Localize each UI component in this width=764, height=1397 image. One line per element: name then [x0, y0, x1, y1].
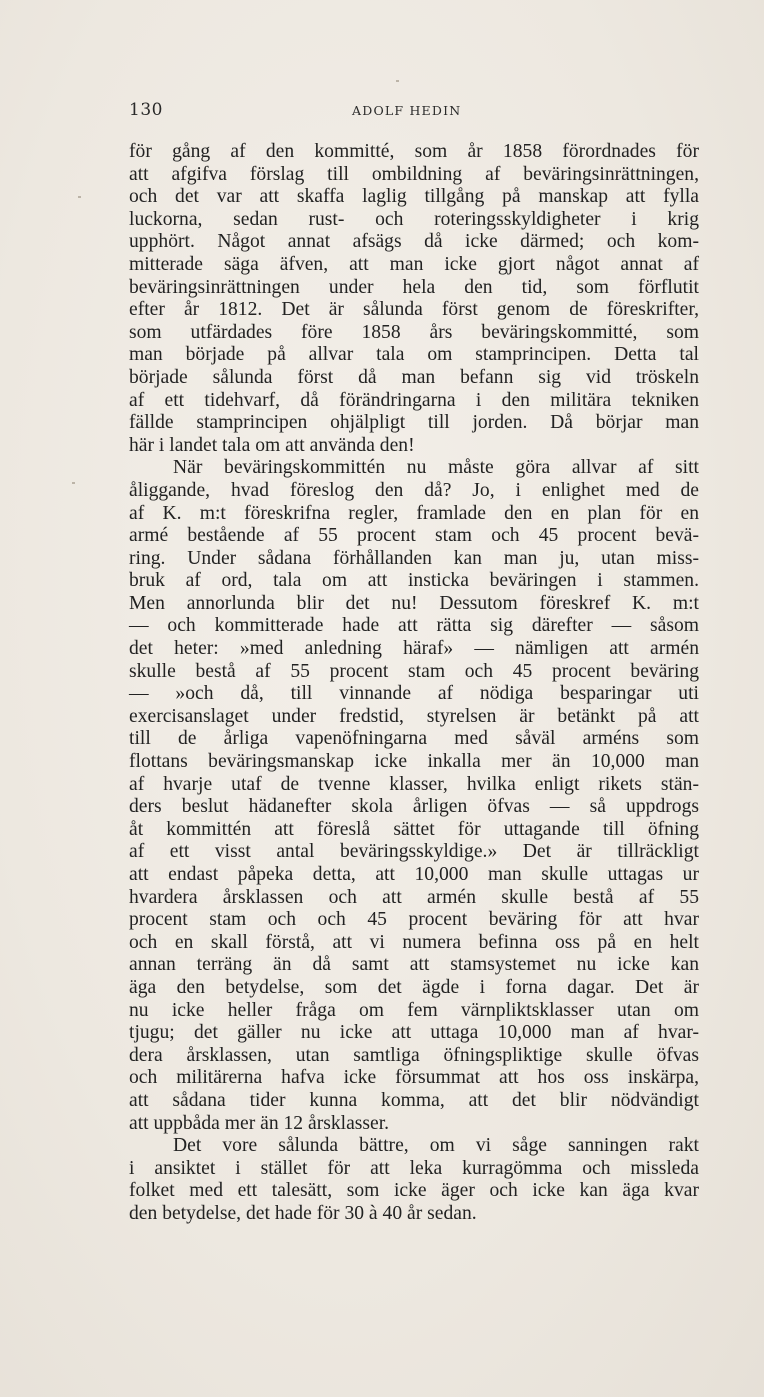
paper-speck [72, 482, 75, 484]
text-line: nu icke heller fråga om fem värnpliktsklasser utan om [129, 999, 699, 1021]
text-line: ring. Under sådana förhållanden kan man ju, utan miss- [129, 547, 699, 569]
text-line: och det var att skaffa laglig tillgång på manskap att fylla [129, 186, 699, 208]
text-line: annan terräng än då samt att stamsystemet nu icke kan [129, 954, 699, 976]
text-line: mitterade säga äfven, att man icke gjort något annat af [129, 253, 699, 275]
text-line: och militärerna hafva icke försummat att hos oss inskärpa, [129, 1067, 699, 1089]
text-line: att sådana tider kunna komma, att det blir nödvändigt [129, 1089, 699, 1111]
text-line: af ett visst antal beväringsskyldige.» Det är tillräckligt [129, 841, 699, 863]
text-line: till de årliga vapenöfningarna med såväl arméns som [129, 728, 699, 750]
running-head: ADOLF HEDIN [352, 103, 462, 118]
text-line: dera årsklassen, utan samtliga öfningspliktige skulle öfvas [129, 1044, 699, 1066]
text-line: af hvarje utaf de tvenne klasser, hvilka enligt rikets stän- [129, 773, 699, 795]
text-line: i ansiktet i stället för att leka kurragömma och missleda [129, 1157, 699, 1179]
text-line: — »och då, till vinnande af nödiga besparingar uti [129, 683, 699, 705]
text-line: — och kommitterade hade att rätta sig därefter — såsom [129, 615, 699, 637]
paragraph [129, 141, 699, 457]
body-text [129, 141, 699, 1226]
text-line: och en skall förstå, att vi numera befinna oss på en helt [129, 931, 699, 953]
text-line: bruk af ord, tala om att insticka beväringen i stammen. [129, 570, 699, 592]
text-line: Men annorlunda blir det nu! Dessutom föreskref K. m:t [129, 592, 699, 614]
text-line: procent stam och och 45 procent beväring för att hvar [129, 909, 699, 931]
text-line: skulle bestå af 55 procent stam och 45 procent beväring [129, 660, 699, 682]
text-line: beväringsinrättningen under hela den tid, som förflutit [129, 276, 699, 298]
text-line: hvardera årsklassen och att armén skulle bestå af 55 [129, 886, 699, 908]
text-line: upphört. Något annat afsägs då icke därmed; och kom- [129, 231, 699, 253]
text-line: af K. m:t föreskrifna regler, framlade den en plan för en [129, 502, 699, 524]
text-line: började sålunda först då man befann sig vid tröskeln [129, 366, 699, 388]
text-line: för gång af den kommitté, som år 1858 förordnades för [129, 141, 699, 162]
text-line: luckorna, sedan rust- och roteringsskyldigheter i krig [129, 208, 699, 230]
text-line: efter år 1812. Det är sålunda först genom de föreskrifter, [129, 299, 699, 321]
paper-speck [78, 196, 81, 198]
page-number: 130 [129, 100, 163, 120]
text-line: af ett tidehvarf, då förändringarna i den militära tekniken [129, 389, 699, 411]
text-line: man började på allvar tala om stamprincipen. Detta tal [129, 344, 699, 366]
text-line: åliggande, hvad föreslog den då? Jo, i enlighet med de [129, 479, 699, 501]
text-line: att endast påpeka detta, att 10,000 man skulle uttagas ur [129, 864, 699, 885]
text-line: äga den betydelse, som det ägde i forna dagar. Det är [129, 976, 699, 998]
text-line: den betydelse, det hade för 30 à 40 år sedan. [129, 1202, 477, 1224]
paragraph [129, 1135, 699, 1225]
text-line: ders beslut hädanefter skola årligen öfvas — så uppdrogs [129, 796, 699, 818]
page-header [129, 100, 699, 124]
text-line: armé bestående af 55 procent stam och 45 procent bevä- [129, 525, 699, 547]
text-line: tjugu; det gäller nu icke att uttaga 10,000 man af hvar- [129, 1022, 699, 1044]
text-line: folket med ett talesätt, som icke äger och icke kan äga kvar [129, 1180, 699, 1202]
text-line: exercisanslaget under fredstid, styrelsen är betänkt på att [129, 705, 699, 727]
paper-speck [396, 80, 399, 82]
text-line: här i landet tala om att använda den! [129, 434, 415, 456]
text-line: att uppbåda mer än 12 årsklasser. [129, 1112, 390, 1134]
text-line: flottans beväringsmanskap icke inkalla mer än 10,000 man [129, 751, 699, 773]
text-line: det heter: »med anledning häraf» — nämligen att armén [129, 638, 699, 660]
paragraph [129, 457, 699, 1135]
text-line: åt kommittén att föreslå sättet för uttagande till öfning [129, 818, 699, 840]
text-line: Det vore sålunda bättre, om vi såge sanningen rakt [173, 1135, 699, 1157]
text-line: att afgifva förslag till ombildning af beväringsinrättningen, [129, 163, 699, 185]
text-line: fällde stamprincipen ohjälpligt till jorden. Då börjar man [129, 412, 699, 434]
text-line: När beväringskommittén nu måste göra allvar af sitt [173, 457, 699, 479]
text-line: som utfärdades före 1858 års beväringskommitté, som [129, 321, 699, 343]
